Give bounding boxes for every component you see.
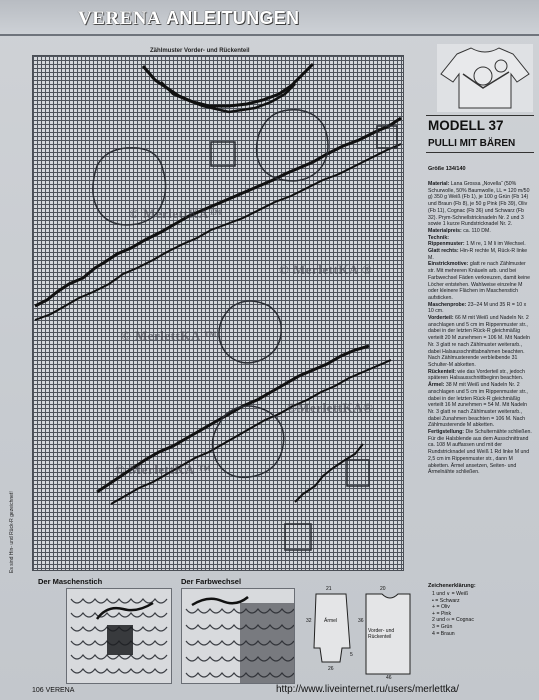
instruction-gauge: Maschenprobe: 23–24 M und 35 R = 10 x 10 cm. [428,301,527,315]
watermark-1: © MerlettKA™ [129,206,223,221]
measure-label: 32 [306,618,312,624]
chart-drawing [33,56,403,570]
bear-middle [219,301,281,363]
model-subtitle: PULLI MIT BÄREN [428,138,516,149]
legend-item: 4 = Braun [432,630,455,637]
instruction-stockinette: Glatt rechts: Hin-R rechte M, Rück-R linke M. [428,248,528,261]
watermark-5: © MerlettKA ™ [115,462,212,477]
side-note-text: Es sind Hin- und Rück-R gezeichnet! [9,491,15,573]
measure-label: 21 [326,586,332,592]
chart-side-note [6,420,18,580]
measure-label: 46 [386,675,392,681]
page-number: 106 VERENA [32,687,75,694]
instruction-price: Materialpreis: ca. 110 DM. [428,227,491,234]
stitch-title: Der Maschenstich [38,577,103,586]
lower-border-line-3 [295,444,363,502]
gift-box-4 [285,524,311,550]
instruction-sleeves: Ärmel: 38 M mit Weiß und Nadeln Nr. 2 anschlagen und 5 cm im Rippenmuster str., dabei in der letzten Rück-R gleichmäßig verteilt 16 M zunehmen = 54 M. Mit Nadeln Nr. 3 glatt re nach Zählmuster weiterarb., dabei Zunahmen beachten = 106 M. Nach Zählmusterende M abketten. [428,382,528,429]
instruction-finishing: Fertigstellung: Die Schulternähte schließen. Für die Halsblende aus dem Ausschnittrand ca. 108 M auffassen und mit der Rundstricknadel und Weiß 1 Rd linke M und 2,5 cm im Rippenmuster str., dann M abketten. Ärmel ansetzen, Seiten- und Ärmelnähte schließen. [428,429,532,476]
instruction-motifs: Einstrickmotive: glatt re nach Zählmuster str. Mit mehreren Knäueln arb. und bei Farbwechsel Fäden verkreuzen, damit keine Löcher entstehen. Wahlweise einzelne M oder kleinere Flächen im Maschenstich aufsticken. [428,261,531,301]
garment-schematic [306,588,418,680]
measure-label: 5 [350,652,353,658]
source-url: http://www.liveinternet.ru/users/merlettka/ [276,684,459,695]
legend-item: 2 und ∞ = Cognac [432,617,474,624]
size-info: Größe 134/140 [428,166,466,172]
instructions-text [428,181,533,567]
title-rule-bottom [426,152,534,153]
instruction-technique: Technik: [428,234,449,241]
color-change-illustration [181,588,295,684]
watermark-4: ©MerlettKA® [287,400,374,415]
legend-item: • = Schwarz [432,597,460,604]
instruction-rib: Rippenmuster: 1 M re, 1 M li im Wechsel. [428,241,526,248]
colorchange-title: Der Farbwechsel [181,577,242,586]
sweater-thumbnail [437,44,533,112]
sweater-icon [437,44,533,112]
legend-item: 1 und ∨ = Weiß [432,591,469,597]
color-change-icon [182,589,294,683]
knit-fabric-icon [67,589,171,683]
section-title: ANLEITUNGEN [166,8,300,28]
sleeve-label: Ärmel [324,618,338,624]
legend-item: + = Oliv [432,604,450,611]
body-label: Vorder- und Rückenteil [368,628,395,640]
watermark-2: © MerlettKA ® [279,262,373,277]
watermark-3: © MerlettKA ™ [121,328,218,343]
page-header [0,0,539,36]
lower-border-line-2 [111,360,391,504]
gift-box-1 [211,142,235,166]
instruction-material: Material: Lana Grossa „Novella“ (50% Schurwolle, 50% Baumwolle, LL = 120 m/50 g) 350 g Weiß (Fb 1), je 100 g Grün (Fb 14) und Braun (Fb 8), je 50 g Pink (Fb 39), Oliv (Fb 11), Cognac (Fb 36) und Schwarz (Fb 32). Prym-Schnellstricknadeln Nr. 2 und 3 sowie 1 kurze Rundstricknadel Nr. 2. [428,181,530,228]
model-title: MODELL 37 [428,118,504,133]
duplicate-stitch-illustration [66,588,172,684]
title-rule-top [426,115,534,116]
neckline-outline [143,64,313,106]
upper-border-line-2 [35,144,401,320]
measure-label: 26 [328,666,334,672]
legend-list [432,591,532,637]
legend-item: + = Pink [432,610,452,617]
gift-box-3 [347,460,369,486]
instruction-front: Vorderteil: 66 M mit Weiß und Nadeln Nr. 2 anschlagen und 5 cm im Rippenmuster str., dabei in der letzten Rück-R gleichmäßig verteilt 20 M zunehmen = 106 M. Mit Nadeln Nr. 3 glatt re nach Zählmuster weiterarb., dabei Halsausschnittabnahmen beachten. Nach Zählmusterende verbleibende 31 Schulter-M abketten. [428,315,530,368]
legend-item: 3 = Grün [432,623,453,630]
measure-label: 20 [380,586,386,592]
legend-title: Zeichenerklärung: [428,583,476,589]
chart-caption: Zählmuster Vorder- und Rückenteil [150,48,250,54]
measure-label: 36 [358,618,364,624]
knitting-chart [32,55,404,571]
brand-logo: VERENA [78,8,162,29]
instruction-back: Rückenteil: wie das Vorderteil str., jedoch späteren Halsausschnittbeginn beachten. [428,368,525,382]
